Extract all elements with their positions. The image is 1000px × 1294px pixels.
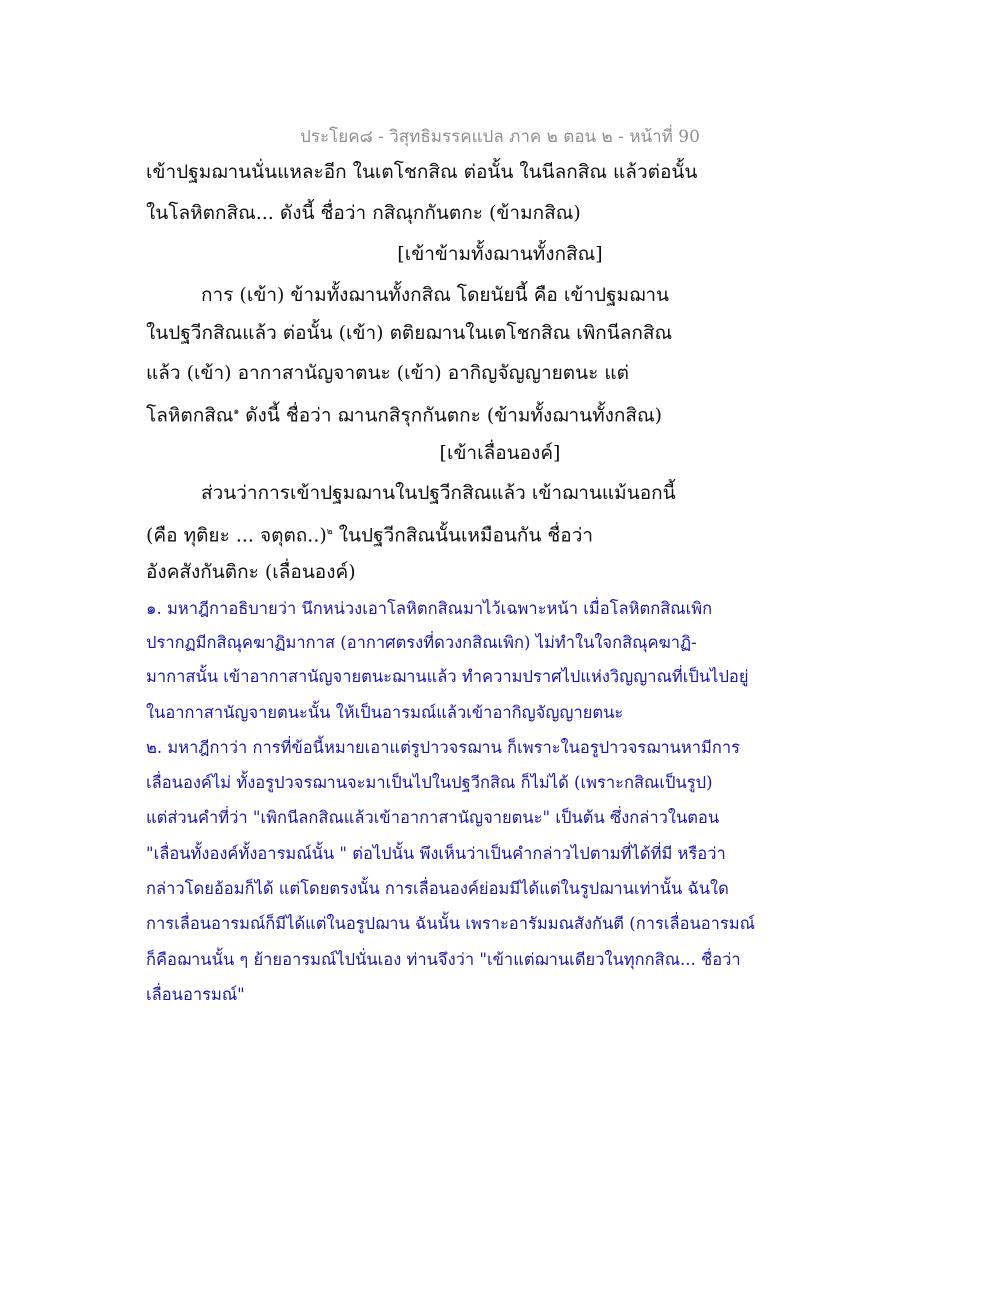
body-text: ในปฐวีกสิณนั้นเหมือนกัน ชื่อว่า bbox=[332, 524, 594, 547]
body-text: ดังนี้ ชื่อว่า ฌานกสิรุกกันตกะ (ข้ามทั้งฌานทั้งกสิณ) bbox=[239, 404, 663, 427]
body-line: ในปฐวีกสิณแล้ว ต่อนั้น (เข้า) ตติยฌานในเตโชกสิณ เพิกนีลกสิณ bbox=[146, 322, 673, 344]
page-header bbox=[0, 123, 1000, 150]
body-line bbox=[146, 400, 662, 427]
body-text: (คือ ทุติยะ ... จตุตถ..) bbox=[146, 524, 327, 547]
footnote-line: การเลื่อนอารมณ์ก็มีได้แต่ในอรูปฌาน ฉันนั้น เพราะอารัมมณสังกันตี (การเลื่อนอารมณ์ bbox=[146, 914, 755, 933]
body-line: อังคสังกันติกะ (เลื่อนองค์) bbox=[146, 561, 356, 583]
footnote-line: ในอากาสานัญจายตนะนั้น ให้เป็นอารมณ์แล้วเข้าอากิญจัญญายตนะ bbox=[146, 703, 624, 722]
page-header-text: ประโยค๘ - วิสุทธิมรรคแปล ภาค ๒ ตอน ๒ - หน้าที่ 90 bbox=[300, 127, 700, 147]
footnote-line: เลื่อนองค์ไม่ ทั้งอรูปวจรฌานจะมาเป็นไปในปฐวีกสิณ ก็ไม่ได้ (เพราะกสิณเป็นรูป) bbox=[146, 773, 713, 792]
section-heading: [เข้าข้ามทั้งฌานทั้งกสิณ] bbox=[397, 243, 603, 265]
body-line: เข้าปฐมฌานนั่นแหละอีก ในเตโชกสิณ ต่อนั้น ในนีลกสิณ แล้วต่อนั้น bbox=[146, 161, 698, 183]
footnote-line: "เลื่อนทั้งองค์ทั้งอารมณ์นั้น " ต่อไปนั้น พึงเห็นว่าเป็นคำกล่าวไปตามที่ได้ที่มี หรือว่า bbox=[146, 844, 726, 863]
body-line: ส่วนว่าการเข้าปฐมฌานในปฐวีกสิณแล้ว เข้าฌานแม้นอกนี้ bbox=[201, 482, 676, 504]
footnote-line: แต่ส่วนคำที่ว่า "เพิกนีลกสิณแล้วเข้าอากาสานัญจายตนะ" เป็นต้น ซึ่งกล่าวในตอน bbox=[146, 808, 720, 827]
footnote-line: ปรากฏมีกสิณุคฆาฏิมากาส (อากาศตรงที่ดวงกสิณเพิก) ไม่ทำในใจกสิณุคฆาฏิ- bbox=[146, 633, 697, 652]
footnote-line: ๒. มหาฎีกาว่า การที่ข้อนี้หมายเอาแต่รูปาวจรฌาน ก็เพราะในอรูปาวจรฌานหามีการ bbox=[146, 738, 741, 757]
footnote-line: มากาสนั้น เข้าอากาสานัญจายตนะฌานแล้ว ทำความปราศไปแห่งวิญญาณที่เป็นไปอยู่ bbox=[146, 667, 749, 686]
footnote-line: ก็คือฌานนั้น ๆ ย้ายอารมณ์ไปนั่นเอง ท่านจึงว่า "เข้าแต่ฌานเดียวในทุกกสิณ... ชื่อว่า bbox=[146, 950, 741, 969]
body-line bbox=[146, 520, 593, 547]
footnote-ref: ๒ bbox=[326, 527, 333, 537]
footnote-line: ๑. มหาฎีกาอธิบายว่า นึกหน่วงเอาโลหิตกสิณมาไว้เฉพาะหน้า เมื่อโลหิตกสิณเพิก bbox=[146, 599, 713, 618]
body-line: การ (เข้า) ข้ามทั้งฌานทั้งกสิณ โดยนัยนี้ คือ เข้าปฐมฌาน bbox=[201, 284, 669, 306]
body-line: แล้ว (เข้า) อากาสานัญจาตนะ (เข้า) อากิญจัญญายตนะ แต่ bbox=[146, 362, 629, 384]
footnote-ref: ๑ bbox=[233, 407, 240, 417]
footnote-line: เลื่อนอารมณ์" bbox=[146, 985, 245, 1004]
body-text: โลหิตกสิณ bbox=[146, 404, 234, 427]
section-heading: [เข้าเลื่อนองค์] bbox=[439, 442, 561, 464]
body-line: ในโลหิตกสิณ... ดังนี้ ชื่อว่า กสิณุกกันตกะ (ข้ามกสิณ) bbox=[146, 202, 581, 224]
footnote-line: กล่าวโดยอ้อมก็ได้ แต่โดยตรงนั้น การเลื่อนองค์ย่อมมีได้แต่ในรูปฌานเท่านั้น ฉันใด bbox=[146, 879, 729, 898]
